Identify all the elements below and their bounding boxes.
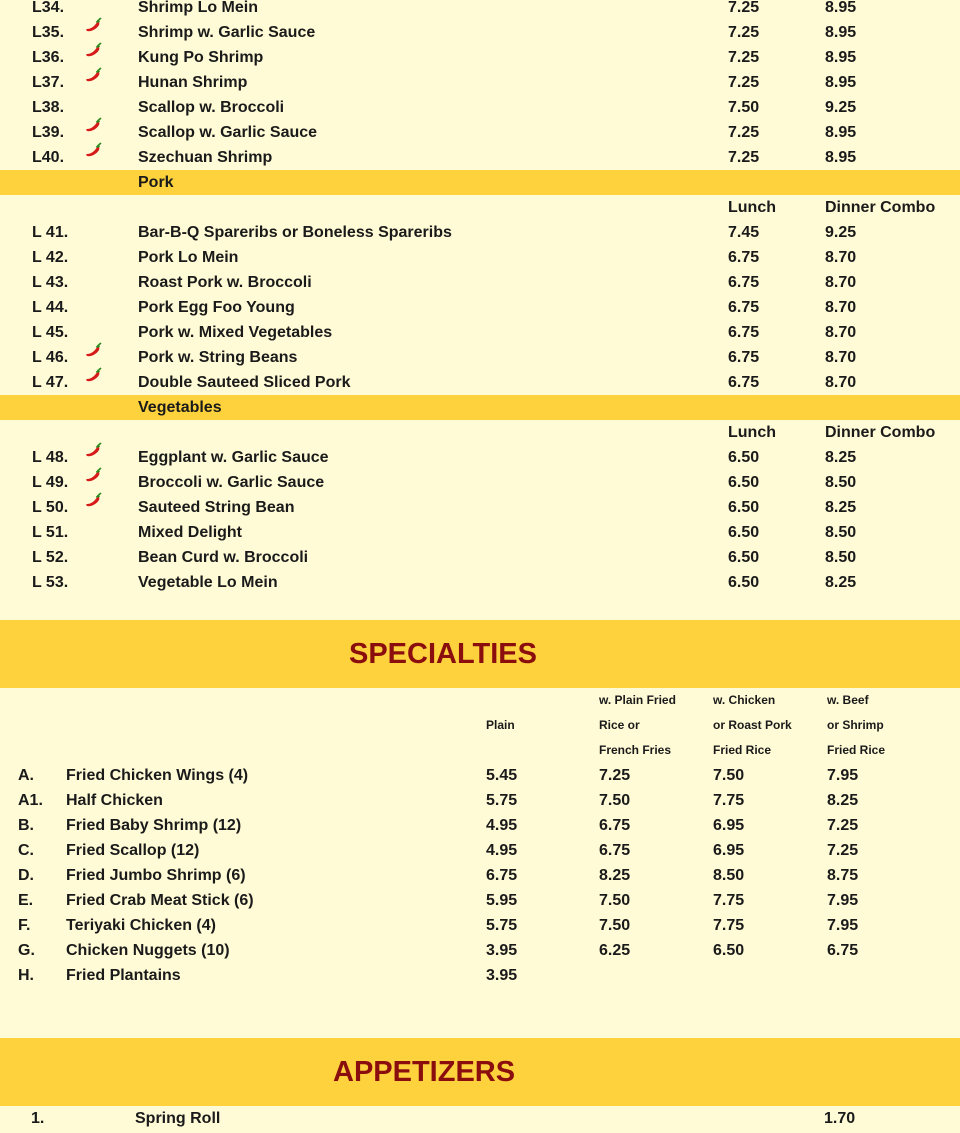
dinner-price: 8.70 — [825, 299, 857, 316]
item-name: Shrimp Lo Mein — [138, 0, 258, 16]
menu-item-row — [0, 245, 960, 270]
price-with-chicken-rice: 6.95 — [713, 817, 745, 834]
menu-item-row — [0, 220, 960, 245]
item-name: Fried Plantains — [66, 967, 181, 984]
price-plain: 3.95 — [486, 967, 518, 984]
item-name: Fried Baby Shrimp (12) — [66, 817, 242, 834]
specialties-heading: SPECIALTIES — [349, 638, 537, 670]
lunch-price: 7.25 — [728, 149, 760, 166]
menu-item-row — [0, 145, 960, 170]
vegetables-section — [0, 395, 960, 595]
spicy-indicator — [84, 467, 104, 493]
dinner-price: 8.95 — [825, 49, 857, 66]
price-with-chicken-rice: 8.50 — [713, 867, 745, 884]
chili-pepper-icon — [84, 342, 104, 360]
price-with-beef-rice: 7.25 — [827, 842, 859, 859]
dinner-price: 8.70 — [825, 249, 857, 266]
item-name: Sauteed String Bean — [138, 499, 295, 516]
specialty-item-row — [0, 838, 960, 863]
price-with-fries: 7.25 — [599, 767, 631, 784]
dinner-price: 9.25 — [825, 224, 857, 241]
dinner-price: 8.25 — [825, 499, 857, 516]
pork-column-headers — [0, 195, 960, 220]
specialties-band — [0, 620, 960, 688]
dinner-price: 8.70 — [825, 324, 857, 341]
specialties-header-line — [0, 688, 960, 713]
menu-item-row — [0, 320, 960, 345]
price-with-chicken-rice: 7.75 — [713, 917, 745, 934]
spicy-indicator — [84, 67, 104, 93]
price-with-beef-rice: 7.95 — [827, 767, 859, 784]
specialty-item-row — [0, 888, 960, 913]
specialty-item-row — [0, 863, 960, 888]
chili-pepper-icon — [84, 367, 104, 385]
lunch-price: 7.50 — [728, 99, 760, 116]
chili-pepper-icon — [84, 142, 104, 160]
specialty-item-row — [0, 963, 960, 988]
item-name: Bean Curd w. Broccoli — [138, 549, 309, 566]
lunch-price: 6.75 — [728, 349, 760, 366]
dinner-header: Dinner Combo — [825, 199, 936, 216]
column-header-fries: Rice or — [599, 718, 640, 732]
price-with-beef-rice: 8.75 — [827, 867, 859, 884]
item-code: L 45. — [32, 324, 69, 341]
chili-pepper-icon — [84, 67, 104, 85]
column-header-chicken: or Roast Pork — [713, 718, 792, 732]
menu-item-row — [0, 295, 960, 320]
menu-item-row — [0, 20, 960, 45]
item-name: Fried Chicken Wings (4) — [66, 767, 249, 784]
price-with-chicken-rice: 7.50 — [713, 767, 745, 784]
lunch-price: 6.75 — [728, 274, 760, 291]
price-with-fries: 8.25 — [599, 867, 631, 884]
item-name: Broccoli w. Garlic Sauce — [138, 474, 325, 491]
menu-item-row — [0, 0, 960, 20]
item-code: L34. — [32, 0, 65, 16]
price-with-fries: 7.50 — [599, 892, 631, 909]
price-plain: 3.95 — [486, 942, 518, 959]
item-name: Vegetable Lo Mein — [138, 574, 278, 591]
menu-item-row — [0, 545, 960, 570]
appetizers-band — [0, 1038, 960, 1106]
item-name: Szechuan Shrimp — [138, 149, 273, 166]
lunch-price: 6.75 — [728, 299, 760, 316]
item-name: Pork w. Mixed Vegetables — [138, 324, 333, 341]
price-with-chicken-rice: 6.95 — [713, 842, 745, 859]
price-plain: 5.45 — [486, 767, 518, 784]
chili-pepper-icon — [84, 17, 104, 35]
dinner-header: Dinner Combo — [825, 424, 936, 441]
specialties-section — [0, 620, 960, 988]
column-header-beef: or Shrimp — [827, 718, 884, 732]
price-with-fries: 7.50 — [599, 917, 631, 934]
item-name: Eggplant w. Garlic Sauce — [138, 449, 329, 466]
item-name: Hunan Shrimp — [138, 74, 248, 91]
lunch-price: 6.50 — [728, 474, 760, 491]
item-name: Fried Scallop (12) — [66, 842, 200, 859]
lunch-price: 7.25 — [728, 49, 760, 66]
menu-item-row — [0, 270, 960, 295]
specialties-header-line — [0, 713, 960, 738]
item-code: L38. — [32, 99, 65, 116]
price-plain: 5.75 — [486, 792, 518, 809]
spicy-indicator — [84, 367, 104, 393]
appetizer-item-row — [0, 1106, 960, 1131]
item-name: Scallop w. Garlic Sauce — [138, 124, 318, 141]
lunch-price: 6.50 — [728, 549, 760, 566]
menu-item-row — [0, 520, 960, 545]
dinner-price: 8.70 — [825, 274, 857, 291]
dinner-price: 8.70 — [825, 349, 857, 366]
lunch-price: 6.50 — [728, 449, 760, 466]
lunch-price: 6.50 — [728, 499, 760, 516]
price-with-fries: 7.50 — [599, 792, 631, 809]
column-header-beef: w. Beef — [827, 693, 869, 707]
menu-item-row — [0, 445, 960, 470]
item-name: Fried Jumbo Shrimp (6) — [66, 867, 246, 884]
price-with-chicken-rice: 6.50 — [713, 942, 745, 959]
item-name: Spring Roll — [135, 1110, 221, 1127]
appetizers-section — [0, 1038, 960, 1131]
lunch-price: 6.75 — [728, 249, 760, 266]
item-code: L35. — [32, 24, 65, 41]
item-code: A. — [18, 767, 34, 784]
item-code: F. — [18, 917, 31, 934]
menu-item-row — [0, 470, 960, 495]
spicy-indicator — [84, 492, 104, 518]
dinner-price: 8.25 — [825, 574, 857, 591]
price-plain: 6.75 — [486, 867, 518, 884]
chili-pepper-icon — [84, 492, 104, 510]
column-header-chicken: w. Chicken — [713, 693, 776, 707]
menu-item-row — [0, 345, 960, 370]
item-code: L 44. — [32, 299, 69, 316]
item-code: L39. — [32, 124, 65, 141]
dinner-price: 8.25 — [825, 449, 857, 466]
item-code: L 50. — [32, 499, 69, 516]
menu-item-row — [0, 70, 960, 95]
item-name: Roast Pork w. Broccoli — [138, 274, 312, 291]
dinner-price: 8.50 — [825, 524, 857, 541]
item-code: L 52. — [32, 549, 69, 566]
menu-item-row — [0, 570, 960, 595]
dinner-price: 8.95 — [825, 74, 857, 91]
item-code: L 43. — [32, 274, 69, 291]
chili-pepper-icon — [84, 442, 104, 460]
price-with-beef-rice: 8.25 — [827, 792, 859, 809]
dinner-price: 8.95 — [825, 149, 857, 166]
specialties-header-line — [0, 738, 960, 763]
specialty-item-row — [0, 913, 960, 938]
specialty-item-row — [0, 763, 960, 788]
lunch-price: 6.75 — [728, 374, 760, 391]
item-code: L 47. — [32, 374, 69, 391]
pork-items — [0, 220, 960, 395]
column-header-plain: Plain — [486, 718, 515, 732]
item-name: Scallop w. Broccoli — [138, 99, 285, 116]
price-with-fries: 6.75 — [599, 817, 631, 834]
lunch-header: Lunch — [728, 424, 776, 441]
item-code: L 51. — [32, 524, 69, 541]
price-with-beef-rice: 7.95 — [827, 892, 859, 909]
column-header-beef: Fried Rice — [827, 743, 886, 757]
price-with-beef-rice: 6.75 — [827, 942, 859, 959]
spicy-indicator — [84, 42, 104, 68]
lunch-price: 6.50 — [728, 524, 760, 541]
item-name: Pork Lo Mein — [138, 249, 239, 266]
lunch-header: Lunch — [728, 199, 776, 216]
chili-pepper-icon — [84, 467, 104, 485]
shrimp-items — [0, 0, 960, 170]
price-with-fries: 6.25 — [599, 942, 631, 959]
spicy-indicator — [84, 17, 104, 43]
item-code: L40. — [32, 149, 65, 166]
lunch-price: 7.25 — [728, 0, 760, 16]
column-header-chicken: Fried Rice — [713, 743, 772, 757]
item-name: Fried Crab Meat Stick (6) — [66, 892, 254, 909]
item-name: Mixed Delight — [138, 524, 243, 541]
item-code: B. — [18, 817, 34, 834]
price-plain: 5.75 — [486, 917, 518, 934]
appetizers-heading: APPETIZERS — [333, 1056, 516, 1088]
item-code: C. — [18, 842, 34, 859]
section-title: Vegetables — [138, 399, 222, 416]
dinner-price: 8.50 — [825, 474, 857, 491]
lunch-price: 7.25 — [728, 74, 760, 91]
specialties-items — [0, 763, 960, 988]
item-code: L 41. — [32, 224, 69, 241]
item-name: Shrimp w. Garlic Sauce — [138, 24, 316, 41]
item-code: L 42. — [32, 249, 69, 266]
item-name: Teriyaki Chicken (4) — [66, 917, 216, 934]
specialty-item-row — [0, 813, 960, 838]
vegetables-title-band — [0, 395, 960, 420]
spicy-indicator — [84, 117, 104, 143]
chili-pepper-icon — [84, 117, 104, 135]
dinner-price: 8.95 — [825, 124, 857, 141]
chili-pepper-icon — [84, 42, 104, 60]
appetizers-items — [0, 1106, 960, 1131]
lunch-price: 6.75 — [728, 324, 760, 341]
item-code: L36. — [32, 49, 65, 66]
item-code: L 48. — [32, 449, 69, 466]
pork-title-band — [0, 170, 960, 195]
item-name: Chicken Nuggets (10) — [66, 942, 230, 959]
item-price: 1.70 — [824, 1110, 856, 1127]
menu-item-row — [0, 45, 960, 70]
dinner-price: 9.25 — [825, 99, 857, 116]
menu-item-row — [0, 120, 960, 145]
item-code: A1. — [18, 792, 43, 809]
price-with-beef-rice: 7.95 — [827, 917, 859, 934]
specialty-item-row — [0, 938, 960, 963]
item-code: L 49. — [32, 474, 69, 491]
lunch-price: 6.50 — [728, 574, 760, 591]
pork-section — [0, 170, 960, 395]
menu-item-row — [0, 495, 960, 520]
item-code: L37. — [32, 74, 65, 91]
price-plain: 4.95 — [486, 842, 518, 859]
vegetables-column-headers — [0, 420, 960, 445]
lunch-price: 7.25 — [728, 124, 760, 141]
vegetables-items — [0, 445, 960, 595]
item-code: D. — [18, 867, 34, 884]
price-with-chicken-rice: 7.75 — [713, 792, 745, 809]
spicy-indicator — [84, 442, 104, 468]
price-with-chicken-rice: 7.75 — [713, 892, 745, 909]
item-name: Bar-B-Q Spareribs or Boneless Spareribs — [138, 224, 452, 241]
column-header-fries: French Fries — [599, 743, 672, 757]
item-code: H. — [18, 967, 34, 984]
item-code: L 53. — [32, 574, 69, 591]
menu-item-row — [0, 95, 960, 120]
price-plain: 4.95 — [486, 817, 518, 834]
dinner-price: 8.70 — [825, 374, 857, 391]
item-name: Pork w. String Beans — [138, 349, 298, 366]
item-name: Pork Egg Foo Young — [138, 299, 295, 316]
menu-item-row — [0, 370, 960, 395]
item-name: Double Sauteed Sliced Pork — [138, 374, 351, 391]
item-name: Kung Po Shrimp — [138, 49, 264, 66]
item-code: G. — [18, 942, 35, 959]
item-code: E. — [18, 892, 34, 909]
specialty-item-row — [0, 788, 960, 813]
item-code: 1. — [31, 1110, 45, 1127]
lunch-price: 7.25 — [728, 24, 760, 41]
dinner-price: 8.95 — [825, 24, 857, 41]
specialties-column-headers — [0, 688, 960, 763]
lunch-price: 7.45 — [728, 224, 760, 241]
dinner-price: 8.50 — [825, 549, 857, 566]
item-name: Half Chicken — [66, 792, 163, 809]
column-header-fries: w. Plain Fried — [599, 693, 676, 707]
price-with-beef-rice: 7.25 — [827, 817, 859, 834]
dinner-price: 8.95 — [825, 0, 857, 16]
section-title: Pork — [138, 174, 174, 191]
item-code: L 46. — [32, 349, 69, 366]
price-with-fries: 6.75 — [599, 842, 631, 859]
spicy-indicator — [84, 342, 104, 368]
spicy-indicator — [84, 142, 104, 168]
price-plain: 5.95 — [486, 892, 518, 909]
